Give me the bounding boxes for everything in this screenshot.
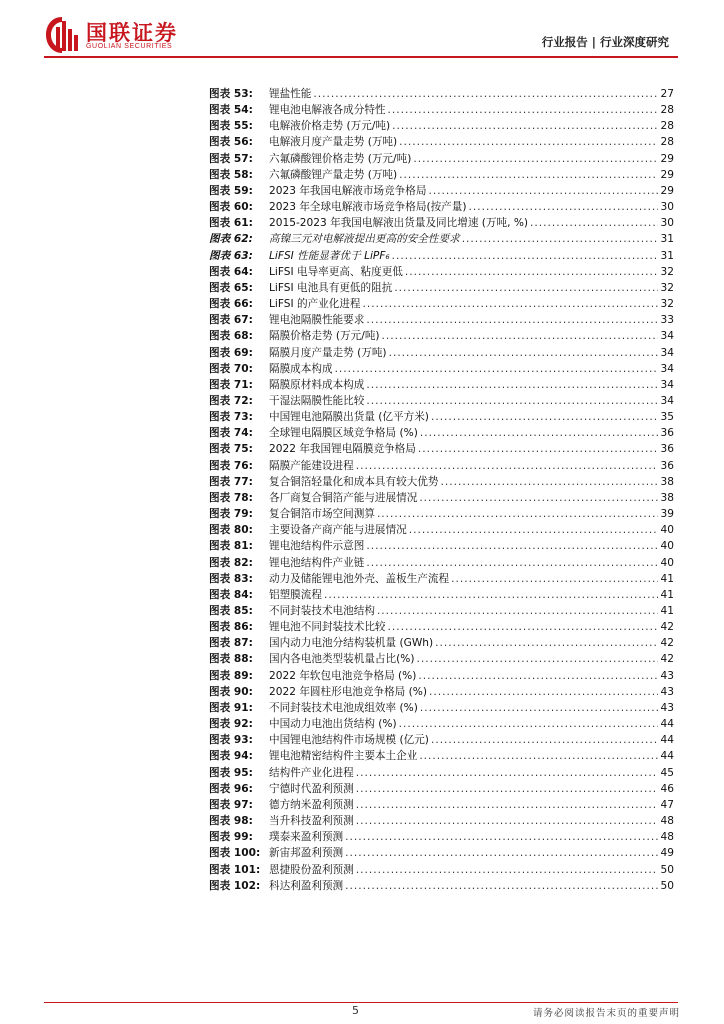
- toc-entry-page: 31: [660, 233, 674, 246]
- toc-entry-label: 图表 99:: [209, 831, 253, 844]
- toc-entry-label: 图表 89:: [209, 669, 253, 682]
- toc-entry-label: 图表 59:: [209, 184, 253, 197]
- toc-dot-leader: [420, 425, 658, 441]
- toc-entry-page: 50: [660, 863, 674, 876]
- company-logo: [44, 15, 204, 55]
- toc-entry-label: 图表 90:: [209, 685, 253, 698]
- toc-dot-leader: [382, 328, 658, 344]
- toc-entry[interactable]: [209, 522, 674, 538]
- toc-entry-title: 不同封装技术电池结构: [269, 605, 375, 617]
- toc-entry-page: 44: [660, 734, 674, 747]
- toc-entry-label: 图表 88:: [209, 653, 253, 666]
- toc-entry-label: 图表 82:: [209, 556, 253, 569]
- toc-entry-title: 干湿法隔膜性能比较: [269, 394, 365, 407]
- toc-entry-title: 中国动力电池出货结构 (%): [269, 718, 397, 731]
- toc-entry-page: 28: [660, 120, 674, 133]
- toc-entry-label: 图表 102:: [209, 879, 261, 892]
- toc-entry-page: 40: [660, 524, 674, 537]
- toc-dot-leader: [394, 280, 658, 296]
- toc-entry-label: 图表 79:: [209, 508, 253, 521]
- toc-entry[interactable]: [209, 748, 674, 764]
- toc-entry[interactable]: [209, 312, 674, 328]
- toc-entry-title: 复合铜箔市场空间测算: [269, 508, 375, 521]
- toc-entry-page: 30: [660, 201, 674, 214]
- toc-entry-page: 32: [660, 281, 674, 294]
- toc-entry-label: 图表 85:: [209, 605, 253, 617]
- toc-entry-page: 29: [660, 184, 674, 197]
- toc-entry-label: 图表 74:: [209, 427, 253, 440]
- toc-dot-leader: [428, 183, 658, 199]
- toc-entry-page: 43: [660, 669, 674, 682]
- toc-entry-label: 图表 56:: [209, 136, 253, 149]
- toc-dot-leader: [377, 603, 658, 619]
- toc-entry-page: 42: [660, 621, 674, 634]
- toc-entry-title: 当升科技盈利预测: [269, 815, 354, 828]
- toc-entry-page: 48: [660, 815, 674, 828]
- toc-entry-title: 隔膜原材料成本构成: [269, 378, 365, 391]
- toc-entry[interactable]: [209, 361, 674, 377]
- toc-entry-title: 不同封装技术电池成组效率 (%): [269, 701, 418, 714]
- toc-entry-label: 图表 93:: [209, 734, 253, 747]
- toc-entry-label: 图表 61:: [209, 217, 253, 230]
- toc-entry[interactable]: [209, 603, 674, 619]
- toc-entry-page: 38: [660, 475, 674, 488]
- toc-entry-page: 47: [660, 798, 674, 811]
- toc-entry-label: 图表 70:: [209, 362, 253, 375]
- toc-entry-label: 图表 95:: [209, 766, 253, 779]
- toc-entry-title: 隔膜产能建设进程: [269, 459, 354, 472]
- toc-entry-page: 34: [660, 330, 674, 343]
- toc-entry-page: 29: [660, 152, 674, 165]
- toc-entry-label: 图表 97:: [209, 798, 253, 811]
- toc-entry-title: 2022 年我国锂电隔膜竞争格局: [269, 443, 416, 456]
- toc-entry-title: 德方纳米盈利预测: [269, 798, 354, 811]
- toc-entry-page: 28: [660, 104, 674, 117]
- toc-entry[interactable]: [209, 474, 674, 490]
- footer-disclaimer: 请务必阅读报告末页的重要声明: [532, 1008, 680, 1019]
- toc-entry-title: 科达利盈利预测: [269, 879, 344, 892]
- toc-entry[interactable]: [209, 490, 674, 506]
- toc-dot-leader: [418, 668, 658, 684]
- toc-entry-page: 31: [660, 249, 674, 262]
- toc-entry-label: 图表 53:: [209, 88, 253, 100]
- page-number: 5: [352, 1004, 359, 1017]
- report-type: 行业报告 | 行业深度研究: [541, 35, 669, 49]
- toc-dot-leader: [377, 506, 658, 522]
- toc-dot-leader: [418, 441, 658, 457]
- toc-entry-page: 40: [660, 540, 674, 553]
- toc-entry-title: 电解液价格走势 (万元/吨): [269, 120, 391, 133]
- toc-entry-page: 48: [660, 831, 674, 844]
- logo-chinese-name: 国联证券: [86, 21, 178, 45]
- toc-entry-title: 六氟磷酸锂产量走势 (万吨): [269, 168, 398, 181]
- toc-dot-leader: [356, 765, 658, 781]
- toc-entry-title: LiFSI 的产业化进程: [269, 298, 361, 311]
- toc-dot-leader: [345, 845, 658, 861]
- logo-english-name: GUOLIAN SECURITIES: [86, 43, 173, 50]
- toc-dot-leader: [356, 862, 658, 878]
- toc-entry[interactable]: [209, 732, 674, 748]
- toc-entry[interactable]: [209, 441, 674, 457]
- toc-entry[interactable]: [209, 765, 674, 781]
- toc-entry-label: 图表 83:: [209, 572, 253, 585]
- toc-entry-page: 34: [660, 378, 674, 391]
- toc-entry-label: 图表 94:: [209, 750, 253, 763]
- toc-entry-title: LiFSI 电导率更高、粘度更低: [269, 265, 403, 278]
- guolian-logo-icon: [44, 15, 80, 55]
- toc-dot-leader: [345, 829, 658, 845]
- toc-entry-label: 图表 75:: [209, 443, 253, 456]
- toc-dot-leader: [409, 522, 658, 538]
- toc-entry-label: 图表 100:: [209, 847, 261, 860]
- toc-entry-title: 新宙邦盈利预测: [269, 847, 344, 860]
- toc-dot-leader: [356, 797, 658, 813]
- toc-entry-title: LiFSI 性能显著优于 LiPF₆: [269, 249, 390, 262]
- toc-entry-page: 43: [660, 685, 674, 698]
- toc-entry-page: 50: [660, 879, 674, 892]
- toc-dot-leader: [388, 619, 658, 635]
- toc-entry-label: 图表 101:: [209, 863, 261, 876]
- toc-entry[interactable]: [209, 878, 674, 894]
- toc-entry-label: 图表 87:: [209, 637, 253, 650]
- toc-entry-label: 图表 76:: [209, 459, 253, 472]
- toc-entry-label: 图表 67:: [209, 314, 253, 327]
- toc-dot-leader: [429, 684, 658, 700]
- toc-entry-title: 主要设备产商产能与进展情况: [269, 524, 407, 537]
- toc-entry-title: 2023 年全球电解液市场竞争格局(按产量): [269, 201, 467, 214]
- toc-entry-page: 33: [660, 314, 674, 327]
- toc-dot-leader: [345, 878, 658, 894]
- toc-entry[interactable]: [209, 716, 674, 732]
- toc-entry[interactable]: [209, 102, 674, 118]
- toc-entry[interactable]: [209, 797, 674, 813]
- toc-dot-leader: [356, 458, 658, 474]
- toc-entry-title: 中国锂电池隔膜出货量 (亿平方米): [269, 411, 429, 424]
- toc-dot-leader: [366, 312, 658, 328]
- toc-entry-title: 锂电池电解液各成分特性: [269, 104, 386, 117]
- toc-dot-leader: [399, 167, 658, 183]
- toc-dot-leader: [419, 490, 658, 506]
- toc-entry-label: 图表 86:: [209, 621, 253, 634]
- toc-entry[interactable]: [209, 134, 674, 150]
- toc-entry-title: 复合铜箔轻量化和成本具有较大优势: [269, 475, 439, 488]
- toc-entry-title: 动力及储能锂电池外壳、盖板生产流程: [269, 572, 450, 585]
- toc-dot-leader: [399, 134, 658, 150]
- toc-dot-leader: [388, 102, 658, 118]
- toc-dot-leader: [363, 296, 658, 312]
- toc-entry-label: 图表 58:: [209, 168, 253, 181]
- toc-entry[interactable]: [209, 280, 674, 296]
- toc-dot-leader: [416, 651, 658, 667]
- toc-entry-page: 44: [660, 750, 674, 763]
- toc-entry-page: 30: [660, 217, 674, 230]
- toc-entry-title: 铝塑膜流程: [269, 588, 322, 601]
- toc-entry[interactable]: [209, 425, 674, 441]
- toc-entry-page: 36: [660, 459, 674, 472]
- toc-dot-leader: [462, 231, 658, 247]
- toc-entry[interactable]: [209, 183, 674, 199]
- toc-entry-label: 图表 69:: [209, 346, 253, 359]
- toc-dot-leader: [413, 151, 658, 167]
- toc-dot-leader: [530, 215, 658, 231]
- toc-entry-page: 41: [660, 572, 674, 585]
- toc-dot-leader: [366, 555, 658, 571]
- toc-entry[interactable]: [209, 199, 674, 215]
- toc-dot-leader: [324, 587, 658, 603]
- toc-entry-page: 40: [660, 556, 674, 569]
- toc-dot-leader: [435, 635, 658, 651]
- toc-entry[interactable]: [209, 151, 674, 167]
- toc-entry-label: 图表 62:: [209, 233, 253, 246]
- toc-entry[interactable]: [209, 862, 674, 878]
- toc-entry-label: 图表 77:: [209, 475, 253, 488]
- toc-entry[interactable]: [209, 328, 674, 344]
- toc-dot-leader: [399, 716, 658, 732]
- toc-entry-title: 锂电池不同封装技术比较: [269, 621, 386, 634]
- toc-entry[interactable]: [209, 296, 674, 312]
- toc-dot-leader: [366, 377, 658, 393]
- toc-dot-leader: [469, 199, 659, 215]
- toc-dot-leader: [335, 361, 658, 377]
- toc-entry-label: 图表 68:: [209, 330, 253, 343]
- header-divider: [44, 56, 678, 58]
- toc-entry[interactable]: [209, 587, 674, 603]
- toc-entry-title: 恩捷股份盈利预测: [269, 863, 354, 876]
- toc-entry-page: 32: [660, 298, 674, 311]
- toc-dot-leader: [366, 538, 658, 554]
- toc-entry[interactable]: [209, 619, 674, 635]
- toc-entry[interactable]: [209, 118, 674, 134]
- toc-entry-page: 36: [660, 443, 674, 456]
- toc-dot-leader: [405, 264, 658, 280]
- toc-entry-title: 中国锂电池结构件市场规模 (亿元): [269, 734, 429, 747]
- toc-dot-leader: [313, 86, 658, 102]
- toc-entry-title: 六氟磷酸锂价格走势 (万元/吨): [269, 152, 412, 165]
- toc-entry-page: 43: [660, 701, 674, 714]
- toc-entry[interactable]: [209, 506, 674, 522]
- toc-entry-page: 44: [660, 718, 674, 731]
- toc-entry-page: 32: [660, 265, 674, 278]
- toc-entry[interactable]: [209, 651, 674, 667]
- toc-dot-leader: [431, 732, 658, 748]
- toc-entry-label: 图表 64:: [209, 265, 253, 278]
- toc-entry-label: 图表 66:: [209, 298, 253, 311]
- toc-entry-page: 49: [660, 847, 674, 860]
- toc-entry-label: 图表 96:: [209, 782, 253, 795]
- toc-entry[interactable]: [209, 684, 674, 700]
- toc-entry-title: 隔膜价格走势 (万元/吨): [269, 330, 380, 343]
- toc-entry[interactable]: [209, 264, 674, 280]
- toc-entry-label: 图表 73:: [209, 411, 253, 424]
- toc-entry-page: 29: [660, 168, 674, 181]
- toc-entry[interactable]: [209, 635, 674, 651]
- toc-dot-leader: [431, 409, 658, 425]
- toc-entry-page: 41: [660, 588, 674, 601]
- toc-entry[interactable]: [209, 700, 674, 716]
- page-header: [0, 0, 724, 66]
- toc-entry[interactable]: [209, 409, 674, 425]
- toc-dot-leader: [356, 813, 658, 829]
- toc-dot-leader: [389, 345, 658, 361]
- toc-entry-label: 图表 71:: [209, 378, 253, 391]
- toc-entry-title: 璞泰来盈利预测: [269, 831, 344, 844]
- toc-entry-label: 图表 80:: [209, 524, 253, 537]
- toc-entry[interactable]: [209, 781, 674, 797]
- toc-entry-page: 35: [660, 411, 674, 424]
- toc-entry-label: 图表 84:: [209, 588, 253, 601]
- toc-dot-leader: [392, 248, 658, 264]
- toc-entry-page: 36: [660, 427, 674, 440]
- toc-entry-label: 图表 78:: [209, 491, 253, 504]
- toc-entry-title: 国内各电池类型装机量占比(%): [269, 653, 415, 666]
- table-of-figures: [209, 86, 674, 894]
- toc-entry[interactable]: [209, 231, 674, 247]
- toc-entry[interactable]: [209, 377, 674, 393]
- toc-entry[interactable]: [209, 571, 674, 587]
- toc-entry-page: 38: [660, 491, 674, 504]
- toc-entry-page: 45: [660, 766, 674, 779]
- toc-entry-title: 隔膜月度产量走势 (万吨): [269, 346, 387, 359]
- toc-entry-title: 锂电池结构件示意图: [269, 540, 365, 553]
- toc-entry-title: 电解液月度产量走势 (万吨): [269, 136, 398, 149]
- toc-dot-leader: [419, 748, 658, 764]
- toc-entry-page: 34: [660, 346, 674, 359]
- toc-entry-page: 28: [660, 136, 674, 149]
- toc-entry-title: 国内动力电池分结构装机量 (GWh): [269, 637, 434, 650]
- toc-entry[interactable]: [209, 215, 674, 231]
- toc-entry-label: 图表 92:: [209, 718, 253, 731]
- toc-entry[interactable]: [209, 538, 674, 554]
- toc-entry-label: 图表 91:: [209, 701, 253, 714]
- toc-entry-label: 图表 63:: [209, 249, 253, 262]
- toc-entry[interactable]: [209, 845, 674, 861]
- toc-entry-title: LiFSI 电池具有更低的阻抗: [269, 281, 393, 294]
- toc-dot-leader: [451, 571, 658, 587]
- toc-entry-page: 27: [660, 88, 674, 100]
- toc-entry-label: 图表 57:: [209, 152, 253, 165]
- toc-entry[interactable]: [209, 829, 674, 845]
- toc-entry[interactable]: [209, 393, 674, 409]
- toc-entry[interactable]: [209, 86, 674, 102]
- toc-entry-label: 图表 55:: [209, 120, 253, 133]
- toc-dot-leader: [441, 474, 659, 490]
- toc-entry-title: 高镍三元对电解液提出更高的安全性要求: [269, 233, 460, 246]
- toc-entry-label: 图表 98:: [209, 815, 253, 828]
- toc-entry-label: 图表 54:: [209, 104, 253, 117]
- toc-entry-title: 隔膜成本构成: [269, 362, 333, 375]
- toc-entry-title: 锂电池精密结构件主要本土企业: [269, 750, 418, 763]
- toc-entry-title: 2023 年我国电解液市场竞争格局: [269, 184, 427, 197]
- toc-dot-leader: [420, 700, 658, 716]
- toc-entry-title: 锂盐性能: [269, 88, 312, 100]
- toc-entry-page: 39: [660, 508, 674, 521]
- toc-entry-title: 2022 年软包电池竞争格局 (%): [269, 669, 417, 682]
- toc-dot-leader: [366, 393, 658, 409]
- toc-entry-page: 42: [660, 653, 674, 666]
- toc-dot-leader: [392, 118, 658, 134]
- toc-entry-title: 各厂商复合铜箔产能与进展情况: [269, 491, 418, 504]
- toc-entry-page: 34: [660, 362, 674, 375]
- toc-entry-page: 34: [660, 394, 674, 407]
- toc-entry-title: 锂电池结构件产业链: [269, 556, 365, 569]
- toc-entry-title: 2022 年圆柱形电池竞争格局 (%): [269, 685, 427, 698]
- toc-entry-title: 2015-2023 年我国电解液出货量及同比增速 (万吨, %): [269, 217, 529, 230]
- toc-entry-title: 结构件产业化进程: [269, 766, 354, 779]
- toc-entry[interactable]: [209, 555, 674, 571]
- toc-entry-title: 全球锂电隔膜区域竞争格局 (%): [269, 427, 418, 440]
- toc-entry[interactable]: [209, 458, 674, 474]
- toc-entry[interactable]: [209, 167, 674, 183]
- toc-entry[interactable]: [209, 248, 674, 264]
- toc-entry-title: 宁德时代盈利预测: [269, 782, 354, 795]
- toc-dot-leader: [356, 781, 658, 797]
- toc-entry-page: 41: [660, 605, 674, 617]
- toc-entry[interactable]: [209, 668, 674, 684]
- toc-entry-label: 图表 65:: [209, 281, 253, 294]
- toc-entry-label: 图表 72:: [209, 394, 253, 407]
- toc-entry-title: 锂电池隔膜性能要求: [269, 314, 365, 327]
- toc-entry-label: 图表 81:: [209, 540, 253, 553]
- toc-entry-page: 46: [660, 782, 674, 795]
- toc-entry-page: 42: [660, 637, 674, 650]
- toc-entry[interactable]: [209, 813, 674, 829]
- toc-entry-label: 图表 60:: [209, 201, 253, 214]
- toc-entry[interactable]: [209, 345, 674, 361]
- footer-divider: [44, 1002, 678, 1003]
